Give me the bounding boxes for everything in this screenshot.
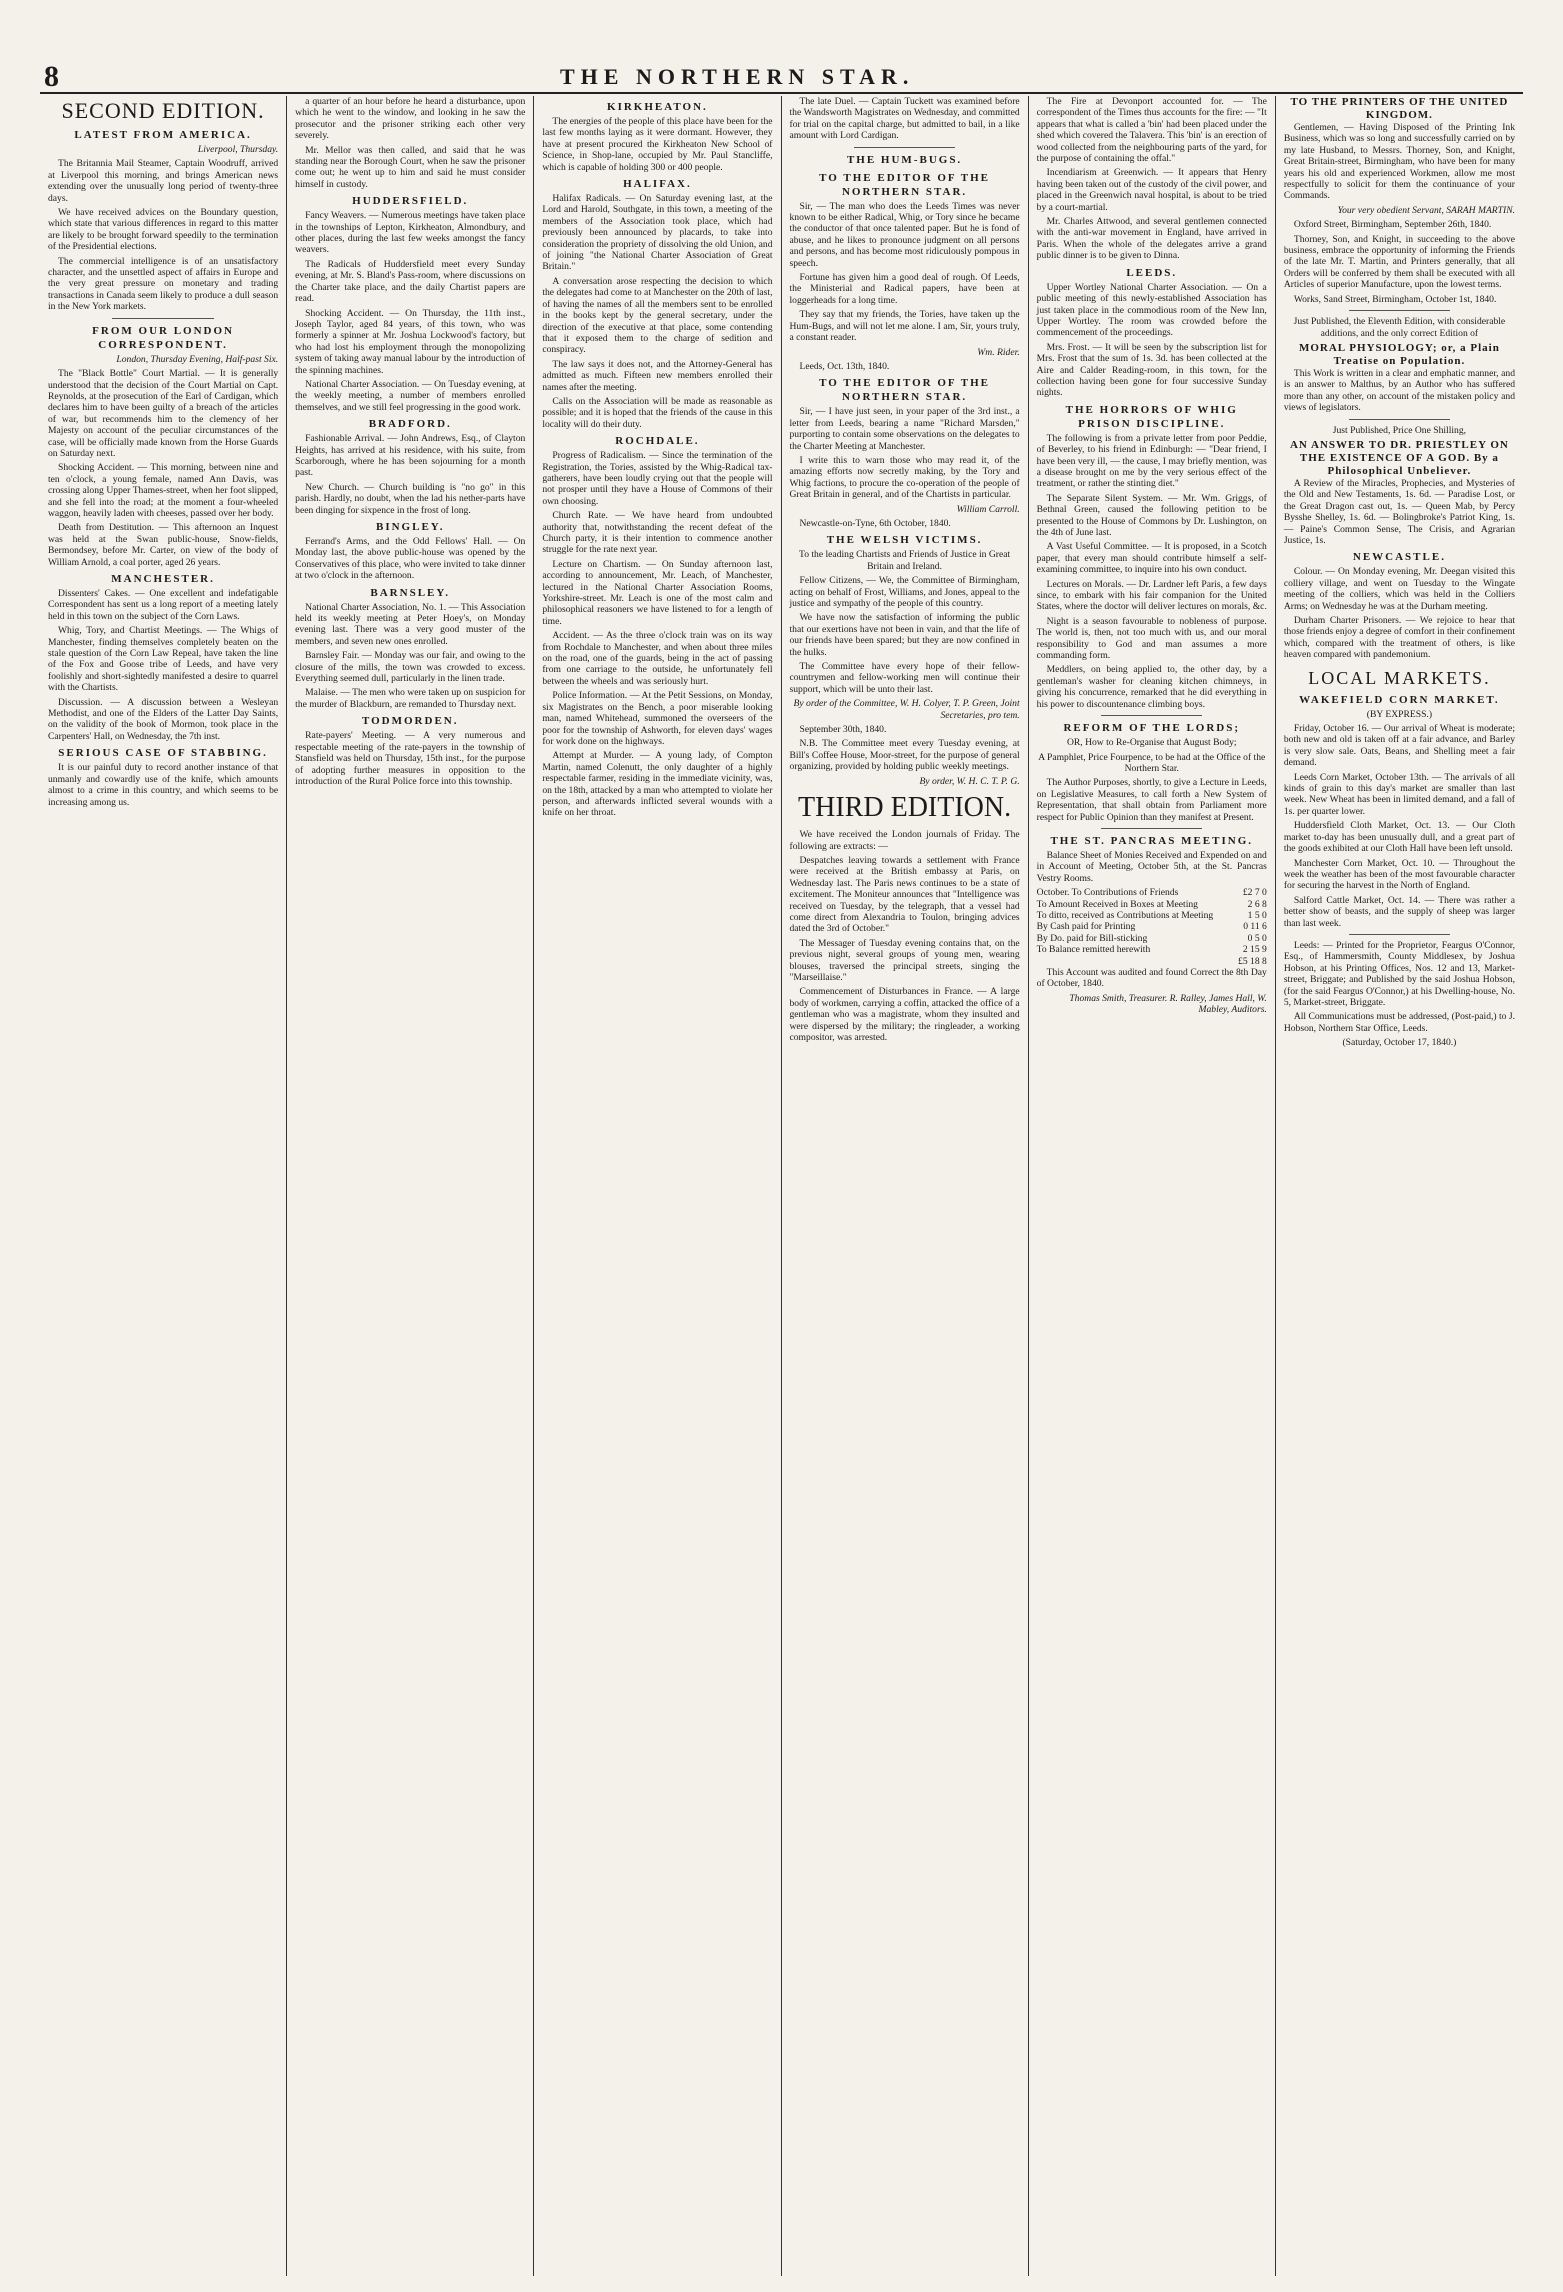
- balance-sheet-amount: £2 7 0: [1242, 887, 1267, 899]
- second-edition-heading: SECOND EDITION.: [61, 98, 265, 123]
- balance-sheet-row: [1037, 944, 1267, 955]
- balance-sheet-table: [1037, 887, 1267, 967]
- paragraph: The Messager of Tuesday evening contains that, on the previous night, several groups of young men, wearing blouses, traversed the principal streets, singing the "Marseillaise.": [789, 937, 1020, 983]
- date-line: September 30th, 1840.: [799, 724, 887, 736]
- balance-sheet-item: By Do. paid for Bill-sticking: [1036, 932, 1148, 944]
- paragraph: Accident. — As the three o'clock train was on its way from Rochdale to Manchester, and when about three miles on the road, one of the guards, being in the act of passing from one carriage to the outside, he unfortunately fell between the wheels and was seriously hurt.: [542, 630, 773, 687]
- dateline: London, Thursday Evening, Half-past Six.: [116, 353, 279, 365]
- paragraph: Meddlers, on being applied to, the other day, by a gentleman's washer for cleaning kitchen chimneys, in giving his concurrence, remarked that he did everything in his power to discountenance climbing boys.: [1036, 664, 1267, 710]
- balance-sheet-total-row: [1037, 956, 1267, 967]
- balance-sheet-item: October. To Contributions of Friends: [1036, 887, 1179, 899]
- paragraph: Whig, Tory, and Chartist Meetings. — The Whigs of Manchester, finding themselves completely beaten on the stale question of the Corn Law Repeal, have taken the line of the Fox and Goose tribe of Leeds, and have very foolishly and short-sightedly manifested a desire to quarrel with the Chartists.: [48, 625, 279, 694]
- paragraph: A Vast Useful Committee. — It is proposed, in a Scotch paper, that every man should contribute himself a self-examining committee, to inquire into his own conduct.: [1036, 541, 1267, 576]
- paragraph: Mrs. Frost. — It will be seen by the subscription list for Mrs. Frost that the sum of 1s. 3d. has been collected at the Aire and Calder Reading-room, in this town, for the collection having been gone for four successive Sunday nights.: [1036, 341, 1267, 399]
- signature: William Carroll.: [956, 503, 1020, 515]
- paragraph: Barnsley Fair. — Monday was our fair, and owing to the closure of the mills, the town was crowded to excess. Everything seemed dull, particularly in the linen trade.: [295, 650, 526, 685]
- paragraph: Progress of Radicalism. — Since the termination of the Registration, the Tories, assisted by the Whig-Radical tax-gatherers, have been loudly crying out that the people will not prosper until they have a House of Commons of their own choosing.: [542, 450, 773, 507]
- advert-title: AN ANSWER TO DR. PRIESTLEY ON THE EXISTENCE OF A GOD. By a Philosophical Unbeliever.: [1289, 438, 1509, 477]
- paragraph: The Separate Silent System. — Mr. Wm. Griggs, of Bethnal Green, caused the following petition to be presented to the House of Commons by Dr. Lushington, on the 4th of June last.: [1036, 492, 1267, 538]
- paragraph: A conversation arose respecting the decision to which the delegates had come to at Manchester on the 20th of last, of having the names of all the members sent to be enrolled in the books kept by the general secretary, under the direction of the executive at that place, some contending that it exposed them to the charge of sedition and conspiracy.: [542, 275, 773, 356]
- section-heading: THE HUM-BUGS.: [846, 153, 963, 166]
- paragraph: Upper Wortley National Charter Association. — On a public meeting of this newly-established Association has just taken place in the commodious room of the New Inn, Upper Wortley. The room was crowded before the commencement of the proceedings.: [1036, 281, 1267, 339]
- signature: By order, W. H. C. T. P. G.: [919, 775, 1020, 787]
- imprint-address: All Communications must be addressed, (Post-paid,) to J. Hobson, Northern Star Office, Leeds.: [1283, 1011, 1515, 1034]
- paragraph: This Account was audited and found Correct the 8th Day of October, 1840.: [1036, 967, 1267, 990]
- advert-heading: Just Published, Price One Shilling,: [1332, 424, 1467, 436]
- separator: [1349, 310, 1451, 311]
- paragraph: Salford Cattle Market, Oct. 14. — There was rather a better show of beasts, and the supply of sheep was larger than last week.: [1283, 894, 1515, 929]
- paragraph: They say that my friends, the Tories, have taken up the Hum-Bugs, and will not let me alone. I am, Sir, yours truly, a constant reader.: [789, 309, 1020, 344]
- balance-sheet-amount: 2 15 9: [1242, 944, 1267, 956]
- advert-heading: Just Published, the Eleventh Edition, with considerable additions, and the only correct Edition of: [1293, 316, 1506, 339]
- section-heading: BINGLEY.: [376, 521, 445, 533]
- balance-sheet-row: [1037, 899, 1267, 910]
- paragraph: Manchester Corn Market, Oct. 10. — Throughout the week the weather has been of the most favourable character for securing the harvest in the North of England.: [1283, 857, 1515, 892]
- paragraph: Balance Sheet of Monies Received and Expended on and in Account of Meeting, October 5th, at the St. Pancras Vestry Rooms.: [1036, 849, 1267, 884]
- section-heading: MANCHESTER.: [111, 573, 215, 585]
- paragraph: National Charter Association, No. 1. — This Association held its weekly meeting at Peter Hoey's, on Monday evening last. There was a very good muster of the members, and seven new ones enrolled.: [295, 601, 526, 647]
- paragraph: Attempt at Murder. — A young lady, of Compton Martin, named Colenutt, the only daughter of a highly respectable farmer, residing in the immediate vicinity, was, on the 18th, attacked by a man who attempted to violate her person, and afterwards inflicted several wounds with a knife on her throat.: [542, 750, 773, 819]
- advert-body: This Work is written in a clear and emphatic manner, and is an answer to Malthus, by an Author who has suffered more than any other, on account of the mistaken policy and views of legislators.: [1283, 367, 1515, 414]
- paragraph: Mr. Charles Attwood, and several gentlemen connected with the anti-war movement in England, have arrived in Paris. When the whole of the delegates arrive a grand public dinner is to be given to Dinna.: [1036, 216, 1267, 262]
- separator: [112, 318, 213, 319]
- balance-sheet-item: By Cash paid for Printing: [1036, 921, 1136, 933]
- paragraph: Halifax Radicals. — On Saturday evening last, at the Lord and Harold, Southgate, in this town, a meeting of the members of the Association took place, which had previously been announced by placards, to take into consideration the propriety of dissolving the old Union, and of joining "the National Charter Association of Great Britain.": [542, 193, 773, 273]
- balance-sheet-item: To ditto, received as Contributions at Meeting: [1036, 909, 1214, 921]
- separator: [1101, 828, 1202, 829]
- signature: Your very obedient Servant, SARAH MARTIN.: [1337, 204, 1515, 216]
- paragraph: Huddersfield Cloth Market, Oct. 13. — Our Cloth market to-day has been unusually dull, and a great part of the goods exhibited at our Cloth Hall have been left unsold.: [1283, 820, 1515, 855]
- paragraph: Fashionable Arrival. — John Andrews, Esq., of Clayton Heights, has arrived at his residence, with his suite, from Scarborough, where he has been sojourning for a month past.: [295, 433, 526, 479]
- paragraph: Shocking Accident. — This morning, between nine and ten o'clock, a young female, named Ann Davis, was crossing along Upper Thames-street, when her foot slipped, and she fell into the road; at the moment a four-wheeled waggon, heavily laden with cheeses, passed over her body.: [48, 462, 279, 519]
- section-heading: WAKEFIELD CORN MARKET.: [1299, 693, 1500, 706]
- paragraph: A Pamphlet, Price Fourpence, to be had at the Office of the Northern Star.: [1038, 751, 1266, 774]
- masthead-rule: [40, 92, 1523, 94]
- subtitle: (BY EXPRESS.): [1366, 708, 1433, 720]
- separator: [854, 147, 955, 148]
- paragraph: We have received the London journals of Friday. The following are extracts: —: [789, 829, 1020, 852]
- paragraph: Leeds Corn Market, October 13th. — The arrivals of all kinds of grain to this day's market are smaller than last week. New Wheat has been in limited demand, and a fall of 1s. per quarter lower.: [1283, 771, 1515, 817]
- paragraph: Commencement of Disturbances in France. — A large body of workmen, carrying a coffin, attacked the office of a gentleman who was a magistrate, whom they insulted and were dispersed by the military; the ringleader, a working compositor, was arrested.: [789, 986, 1020, 1043]
- paragraph: Police Information. — At the Petit Sessions, on Monday, six Magistrates on the Bench, a poor miserable looking man, named Whitehead, summoned the overseers of the poor for the township of Ashworth, for eleven days' wages for work done on the highways.: [542, 690, 773, 747]
- paragraph: Sir, — The man who does the Leeds Times was never known to be either Radical, Whig, or Tory since he became the conductor of that once talented paper. But he is fond of abuse, and he likes to pronounce judgment on all persons and persons, and has become most ridiculously pompous in speech.: [789, 200, 1020, 269]
- advert-body: Gentlemen, — Having Disposed of the Printing Ink Business, which was so long and successfully carried on by my late Husband, to Messrs. Thorney, Son, and Knight, Great Britain-street, Birmingham, who have been for many years his old and experienced Workmen, allow me most respectfully to solicit for them the continuance of your Commands.: [1283, 122, 1515, 202]
- imprint: Leeds: — Printed for the Proprietor, Feargus O'Connor, Esq., of Hammersmith, County Middlesex, by Joshua Hobson, at his Printing Offices, Nos. 12 and 13, Market-street, Briggate; and Published by the said Joshua Hobson, (for the said Feargus O'Connor,) at his Dwelling-house, No. 5, Market-street, Briggate.: [1283, 939, 1515, 1008]
- signature: By order of the Committee, W. H. Colyer, T. P. Green, Joint Secretaries, pro tem.: [793, 698, 1020, 721]
- paragraph: New Church. — Church building is "no go" in this parish. Hardly, no doubt, when the lad his nether-parts have been dinging for sixpence in the frost of long.: [295, 481, 526, 516]
- advert-body: Thorney, Son, and Knight, in succeeding to the above business, embrace the opportunity of informing the Friends of the late Mr. T. Martin, and Printers generally, that all Orders will be conferred by them shall be executed with all Articles of superior Manufacture, upon the lowest terms.: [1283, 233, 1515, 291]
- page-columns: [40, 96, 1523, 2276]
- latest-from-america-heading: LATEST FROM AMERICA.: [74, 129, 252, 141]
- paragraph: The Author Purposes, shortly, to give a Lecture in Leeds, on Legislative Measures, to call forth a New System of Representation, that shall obtain from Parliament more respect for Public Opinion than they manifest at Present.: [1036, 777, 1267, 823]
- paragraph: The late Duel. — Captain Tuckett was examined before the Wandsworth Magistrates on Wednesday, and committed for trial on the capital charge, but admitted to bail, in a like amount with Lord Cardigan.: [789, 96, 1020, 142]
- balance-sheet-row: [1037, 910, 1267, 921]
- paragraph: Sir, — I have just seen, in your paper of the 3rd inst., a letter from Leeds, bearing a name "Richard Marsden," purporting to contain some observations on the delegates to the Charter Meeting at Manchester.: [789, 406, 1020, 452]
- paragraph: The Radicals of Huddersfield meet every Sunday evening, at Mr. S. Bland's Pass-room, where discussions on the Charter take place, and the daily Chartist papers are read.: [295, 258, 526, 305]
- section-heading: BRADFORD.: [368, 418, 452, 431]
- paragraph: Calls on the Association will be made as reasonable as possible; and it is hoped that the friends of the cause in this locality will do their duty.: [542, 395, 773, 430]
- paragraph: National Charter Association. — On Tuesday evening, at the weekly meeting, a number of members enrolled themselves, and we still feel progressing in the good work.: [295, 378, 526, 413]
- balance-sheet-amount: 0 5 0: [1247, 932, 1267, 944]
- section-heading: TODMORDEN.: [361, 715, 459, 728]
- page-number: 8: [44, 60, 59, 93]
- balance-sheet-item: To Amount Received in Boxes at Meeting: [1036, 898, 1198, 910]
- section-heading: THE HORRORS OF WHIG PRISON DISCIPLINE.: [1065, 403, 1238, 430]
- paragraph: The Britannia Mail Steamer, Captain Woodruff, arrived at Liverpool this morning, and brings American news extending over the unusually long period of twenty-three days.: [48, 158, 279, 204]
- date-line: Oxford Street, Birmingham, September 26th, 1840.: [1293, 219, 1492, 231]
- paragraph: I write this to warn those who may read it, of the amazing efforts now secretly making, by the Tory and Whig factions, to procure the co-operation of the people of Great Britain in general, and of the Chartists in particular.: [789, 454, 1020, 501]
- date-line: Newcastle-on-Tyne, 6th October, 1840.: [799, 517, 951, 529]
- letter-heading: TO THE EDITOR OF THE NORTHERN STAR.: [819, 377, 990, 404]
- balance-sheet-amount: 2 6 8: [1247, 898, 1267, 910]
- date-line: Leeds, Oct. 13th, 1840.: [799, 360, 890, 372]
- section-heading: HALIFAX.: [623, 178, 692, 191]
- paragraph: N.B. The Committee meet every Tuesday evening, at Bill's Coffee House, Moor-street, for the purpose of general organizing, provided by holding public weekly meetings.: [789, 738, 1020, 773]
- signature: Thomas Smith, Treasurer. R. Ralley, James Hall, W. Mabley, Auditors.: [1069, 992, 1267, 1016]
- section-heading: KIRKHEATON.: [607, 101, 708, 113]
- balance-sheet-row: [1037, 921, 1267, 932]
- advert-list: A Review of the Miracles, Prophecies, and Mysteries of the Old and New Testaments, 1s. 6d. — Paradise Lost, or the Great Dragon cast out, 1s. — Queen Mab, by Percy Bysshe Shelley, 1s. 6d. — Bolingbroke's Patriot King, 1s. — Paine's Common Sense, The Crisis, and Agrarian Justice, 1s.: [1283, 477, 1515, 546]
- column-5: [1029, 96, 1276, 2276]
- section-heading: REFORM OF THE LORDS;: [1063, 722, 1241, 735]
- third-edition-heading: THIRD EDITION.: [798, 792, 1012, 824]
- balance-sheet-row: [1037, 933, 1267, 944]
- subtitle: OR, How to Re-Organise that August Body;: [1066, 737, 1237, 749]
- paragraph: We have now the satisfaction of informing the public that our exertions have not been in vain, and that the life of our friends have been spared; but they are now confined in the hulks.: [789, 612, 1020, 658]
- paragraph: It is our painful duty to record another instance of that unmanly and cowardly use of the knife, which amounts almost to a crime in this country, and which seems to be increasing among us.: [48, 762, 279, 808]
- paragraph: Discussion. — A discussion between a Wesleyan Methodist, and one of the Elders of the Latter Day Saints, on the validity of the book of Mormon, took place in the Carpenters' Hall, on Wednesday, the 7th inst.: [48, 696, 279, 742]
- paragraph: Mr. Mellor was then called, and said that he was standing near the Borough Court, when he saw the prisoner come out; he went up to him and said he must consider himself in custody.: [295, 144, 526, 190]
- paragraph: The "Black Bottle" Court Martial. — It is generally understood that the decision of the Court Martial on Capt. Reynolds, at the prosecution of the Earl of Cardigan, which declares him to have been guilty of a breach of the articles of war, but recommends him to the clemency of her Majesty on account of the peculiar circumstances of the case, will be officially made known from the Horse Guards on Saturday next.: [48, 368, 279, 459]
- paragraph: a quarter of an hour before he heard a disturbance, upon which he went to the window, and looking in he saw the prosecutor and the prisoner striking each other very severely.: [295, 96, 526, 142]
- paragraph: Fancy Weavers. — Numerous meetings have taken place in the townships of Lepton, Kirkheaton, Almondbury, and other places, during the last few weeks amongst the fancy weavers.: [295, 210, 526, 256]
- advert-heading: TO THE PRINTERS OF THE UNITED KINGDOM.: [1290, 96, 1509, 121]
- paragraph: The energies of the people of this place have been for the last few months laying as it were dormant. However, they have at present procured the Kirkheaton New School of Science, in Shop-lane, occupied by Mr. Paul Stancliffe, which is capable of holding 300 or 400 people.: [542, 116, 773, 173]
- section-heading: SERIOUS CASE OF STABBING.: [58, 747, 268, 760]
- paragraph: Dissenters' Cakes. — One excellent and indefatigable Correspondent has sent us a long report of a meeting lately held in this town on the subject of the Corn Laws.: [48, 588, 279, 622]
- column-4: [782, 96, 1029, 2276]
- paragraph: Fellow Citizens, — We, the Committee of Birmingham, acting on behalf of Frost, Williams, and Jones, appeal to the justice and sympathy of the people of this country.: [789, 575, 1020, 609]
- section-heading: BARNSLEY.: [370, 586, 451, 599]
- section-heading: FROM OUR LONDON CORRESPONDENT.: [92, 324, 234, 351]
- section-heading: ROCHDALE.: [615, 435, 700, 448]
- paragraph: The Committee have every hope of their fellow-countrymen and fellow-working men will continue their support, which will be unto their last.: [789, 661, 1020, 695]
- column-6: [1276, 96, 1523, 2276]
- paragraph: Malaise. — The men who were taken up on suspicion for the murder of Blackburn, are remanded to Thursday next.: [295, 687, 526, 710]
- paragraph: We have received advices on the Boundary question, which state that various differences in regard to this matter are likely to be brought forward speedily to the termination of the Presidential elections.: [48, 207, 279, 253]
- paragraph: Ferrand's Arms, and the Odd Fellows' Hall. — On Monday last, the above public-house was opened by the Conservatives of this place, who were invited to take dinner at two o'clock in the afternoon.: [295, 536, 526, 582]
- section-heading: NEWCASTLE.: [1352, 551, 1446, 564]
- column-2: [287, 96, 534, 2276]
- column-3: [534, 96, 781, 2276]
- paragraph: Friday, October 16. — Our arrival of Wheat is moderate; both new and old is taken off at a fair advance, and Barley is very slow sale. Oats, Beans, and Shelling meet a fair demand.: [1283, 723, 1515, 769]
- address-line: To the leading Chartists and Friends of Justice in Great Britain and Ireland.: [799, 549, 1011, 572]
- paragraph: Rate-payers' Meeting. — A very numerous and respectable meeting of the rate-payers in the township of Stansfield was held on Thursday, 15th inst., for the purpose of adopting further measures in opposition to the introduction of the Rural Police force into this township.: [295, 730, 526, 787]
- separator: [1101, 715, 1202, 716]
- paragraph: Colour. — On Monday evening, Mr. Deegan visited this colliery village, and went on Tuesday to the Wingate meeting of the colliers, which was held in the Colliers Arms; on Wednesday he was at the Durham meeting.: [1283, 566, 1515, 612]
- paragraph: Fortune has given him a good deal of rough. Of Leeds, the Ministerial and Radical papers, have been at loggerheads for a long time.: [789, 272, 1020, 306]
- section-heading: LEEDS.: [1126, 266, 1178, 279]
- balance-sheet-total: £5 18 8: [1238, 955, 1267, 967]
- dateline: Liverpool, Thursday.: [197, 144, 279, 155]
- letter-heading: TO THE EDITOR OF THE NORTHERN STAR.: [819, 171, 990, 198]
- paragraph: Death from Destitution. — This afternoon an Inquest was held at the Swan public-house, Snow-fields, Bermondsey, before Mr. Carter, on view of the body of William Arnold, a coal porter, aged 26 years.: [48, 522, 279, 568]
- balance-sheet-item: To Balance remitted herewith: [1036, 944, 1151, 956]
- section-heading: THE ST. PANCRAS MEETING.: [1050, 834, 1254, 847]
- separator: [1349, 934, 1451, 935]
- paragraph: Night is a season favourable to nobleness of purpose. The world is, then, not too much with us, and our moral responsibility to God and man assumes a more commanding form.: [1036, 615, 1267, 662]
- paragraph: Lectures on Morals. — Dr. Lardner left Paris, a few days since, to embark with his fair companion for the United States, where the doctor will deliver lectures on morals, &c.: [1036, 578, 1267, 613]
- advert-title: MORAL PHYSIOLOGY; or, a Plain Treatise on Population.: [1298, 341, 1500, 367]
- column-1: [40, 96, 287, 2276]
- section-heading: THE WELSH VICTIMS.: [826, 534, 983, 547]
- separator: [1349, 419, 1451, 420]
- paragraph: The law says it does not, and the Attorney-General has admitted as much. Fifteen new members enrolled their names after the meeting.: [542, 358, 773, 393]
- masthead: [0, 0, 1563, 92]
- paragraph: Despatches leaving towards a settlement with France were received at the British embassy at Paris, on Wednesday last. The Paris news continues to be a state of excitement. The Moniteur announces that "Intelligence was received on Tuesday, by the telegraph, that a vessel had come direct from Alexandria to Toulon, bringing advices dated the 3rd of October.": [789, 854, 1020, 935]
- local-markets-heading: LOCAL MARKETS.: [1308, 667, 1491, 688]
- signature: Wm. Rider.: [977, 346, 1020, 358]
- section-heading: HUDDERSFIELD.: [352, 195, 469, 208]
- paragraph: Durham Charter Prisoners. — We rejoice to hear that those friends enjoy a degree of comfort in their confinement which, compared with the treatment of others, is like heaven compared with pandemonium.: [1283, 615, 1515, 661]
- balance-sheet-amount: 1 5 0: [1247, 909, 1267, 921]
- paragraph: Lecture on Chartism. — On Sunday afternoon last, according to announcement, Mr. Leach, of Manchester, lectured in the National Charter Association Rooms, Yorkshire-street. Mr. Leach is one of the most calm and philosophical reasoners we have listened to for a length of time.: [542, 558, 773, 627]
- balance-sheet-row: [1037, 887, 1267, 898]
- balance-sheet-amount: 0 11 6: [1243, 921, 1267, 933]
- paragraph: Church Rate. — We have heard from undoubted authority that, notwithstanding the recent defeat of the Church party, it is their intention to commence another struggle for the rate next year.: [542, 510, 773, 556]
- paragraph: The following is from a private letter from poor Peddie, of Beverley, to his friend in Edinburgh: — "Dear friend, I have been very ill, — the cause, I may briefly mention, was a disease brought on me by the very serious effect of the treatment, or rather the stinting diet.": [1036, 432, 1267, 490]
- paragraph: Shocking Accident. — On Thursday, the 11th inst., Joseph Taylor, aged 84 years, of this town, who was formerly a spinner at Mr. Joshua Lockwood's factory, but who had lost his employment through the monopolizing system of taking away manual labour by the introduction of the spinning machines.: [295, 307, 526, 376]
- imprint-date: (Saturday, October 17, 1840.): [1342, 1037, 1457, 1049]
- paragraph: Incendiarism at Greenwich. — It appears that Henry having been taken out of the custody of the civil power, and placed in the Greenwich naval hospital, is about to be tried by a court-martial.: [1036, 167, 1267, 213]
- newspaper-title: THE NORTHERN STAR.: [560, 64, 915, 89]
- paragraph: The Fire at Devonport accounted for. — The correspondent of the Times thus accounts for the fire: — "It appears that what is called a 'bin' had been placed under the shed which covered the Talavera. This 'bin' is an erection of wood collected from the neighbouring parts of the yard, for the purpose of containing the offal.": [1036, 96, 1267, 165]
- date-line: Works, Sand Street, Birmingham, October 1st, 1840.: [1293, 293, 1497, 305]
- paragraph: The commercial intelligence is of an unsatisfactory character, and the unsettled aspect of affairs in Europe and the very great pressure on monetary and trading transactions in Canada seem likely to produce a dull season in the New York markets.: [48, 255, 279, 313]
